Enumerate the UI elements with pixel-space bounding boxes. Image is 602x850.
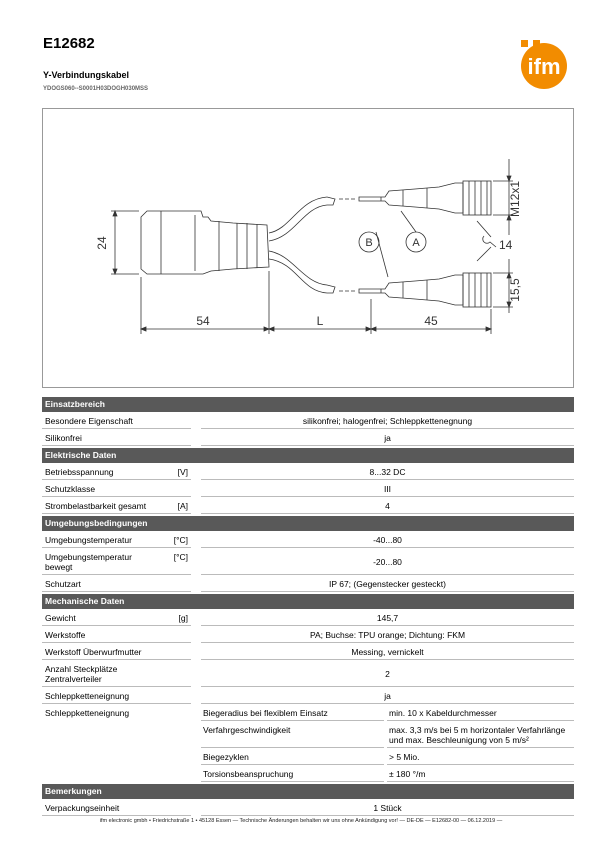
row-unit: [V] (177, 467, 188, 477)
row-label: Schleppketteneignung (45, 708, 130, 718)
table-row (42, 706, 574, 782)
subrow (201, 750, 574, 765)
row-value: ja (201, 689, 574, 704)
subrow-label: Biegezyklen (201, 750, 384, 765)
row-label: Umgebungstemperatur bewegt (45, 552, 132, 572)
product-name: Y-Verbindungskabel (43, 70, 130, 80)
table-row (42, 662, 574, 687)
row-value: 8...32 DC (201, 465, 574, 480)
table-row (42, 465, 574, 480)
dim-24-label: 24 (95, 236, 109, 250)
row-value: 2 (201, 662, 574, 687)
logo-text: ifm (527, 54, 561, 79)
row-value: III (201, 482, 574, 497)
row-label: Schutzklasse (45, 484, 96, 494)
subrow-label: Torsionsbeanspruchung (201, 767, 384, 782)
row-label: Schutzart (45, 579, 81, 589)
subrow-value: min. 10 x Kabeldurchmesser (387, 706, 574, 721)
row-value: 145,7 (201, 611, 574, 626)
subrow (201, 723, 574, 748)
subrow-value: max. 3,3 m/s bei 5 m horizontaler Verfahrlänge und max. Beschleunigung von 5 m/s² (387, 723, 574, 748)
table-row (42, 431, 574, 446)
row-label: Umgebungstemperatur (45, 535, 132, 545)
row-value: silikonfrei; halogenfrei; Schleppkettenegnung (201, 414, 574, 429)
row-label: Anzahl Steckplätze Zentralverteiler (45, 664, 118, 684)
row-unit: [°C] (173, 552, 188, 562)
page-footer: ifm electronic gmbh • Friedrichstraße 1 • 45128 Essen — Technische Änderungen behalten wir uns ohne Ankündigung vor! — DE-DE — E12682-00 — 06.12.2019 — (99, 818, 503, 824)
article-code: YDOGS060--S0001H03DOGH030MSS (43, 86, 149, 92)
section-mechanische-daten: Mechanische Daten (42, 594, 574, 609)
table-row (42, 499, 574, 514)
table-row (42, 645, 574, 660)
row-value: PA; Buchse: TPU orange; Dichtung: FKM (201, 628, 574, 643)
cable-drawing-svg (43, 109, 573, 387)
dim-m12-label: M12x1 (508, 180, 522, 218)
subrow-value: > 5 Mio. (387, 750, 574, 765)
row-label: Silikonfrei (45, 433, 82, 443)
dim-54-label: 54 (196, 314, 210, 328)
row-unit: [g] (178, 613, 188, 623)
row-label: Schleppketteneignung (45, 691, 130, 701)
table-row (42, 801, 574, 816)
section-umgebungsbedingungen: Umgebungsbedingungen (42, 516, 574, 531)
label-b: B (365, 237, 373, 249)
row-value: -20...80 (201, 550, 574, 575)
row-value: ja (201, 431, 574, 446)
section-bemerkungen: Bemerkungen (42, 784, 574, 799)
subrow-label: Verfahrgeschwindigkeit (201, 723, 384, 748)
row-value: -40...80 (201, 533, 574, 548)
row-label: Gewicht (45, 613, 76, 623)
row-label: Betriebsspannung (45, 467, 114, 477)
table-row (42, 628, 574, 643)
row-value: IP 67; (Gegenstecker gesteckt) (201, 577, 574, 592)
product-number: E12682 (43, 35, 95, 52)
table-row (42, 577, 574, 592)
label-a: A (412, 237, 420, 249)
table-row (42, 550, 574, 575)
table-row (42, 611, 574, 626)
row-value: 4 (201, 499, 574, 514)
subrow-label: Biegeradius bei flexiblem Einsatz (201, 706, 384, 721)
dimension-drawing (42, 108, 574, 388)
ifm-logo (515, 38, 573, 90)
table-row (42, 482, 574, 497)
subrow (201, 767, 574, 782)
row-label: Besondere Eigenschaft (45, 416, 133, 426)
subrow (201, 706, 574, 721)
dim-155-label: 15,5 (508, 278, 522, 302)
dim-l-label: L (316, 314, 324, 328)
table-row (42, 414, 574, 429)
row-label: Strombelastbarkeit gesamt (45, 501, 147, 511)
subrow-value: ± 180 °/m (387, 767, 574, 782)
dim-14-label: 14 (499, 238, 513, 252)
row-label: Werkstoffe (45, 630, 86, 640)
section-einsatzbereich: Einsatzbereich (42, 397, 574, 412)
table-row (42, 689, 574, 704)
row-value: 1 Stück (201, 801, 574, 816)
row-label: Werkstoff Überwurfmutter (45, 647, 142, 657)
section-elektrische-daten: Elektrische Daten (42, 448, 574, 463)
row-unit: [A] (177, 501, 188, 511)
row-unit: [°C] (173, 535, 188, 545)
table-row (42, 533, 574, 548)
specification-table (42, 397, 574, 816)
subrow-group (201, 706, 574, 782)
dim-45-label: 45 (424, 314, 438, 328)
row-value: Messing, vernickelt (201, 645, 574, 660)
row-label: Verpackungseinheit (45, 803, 120, 813)
